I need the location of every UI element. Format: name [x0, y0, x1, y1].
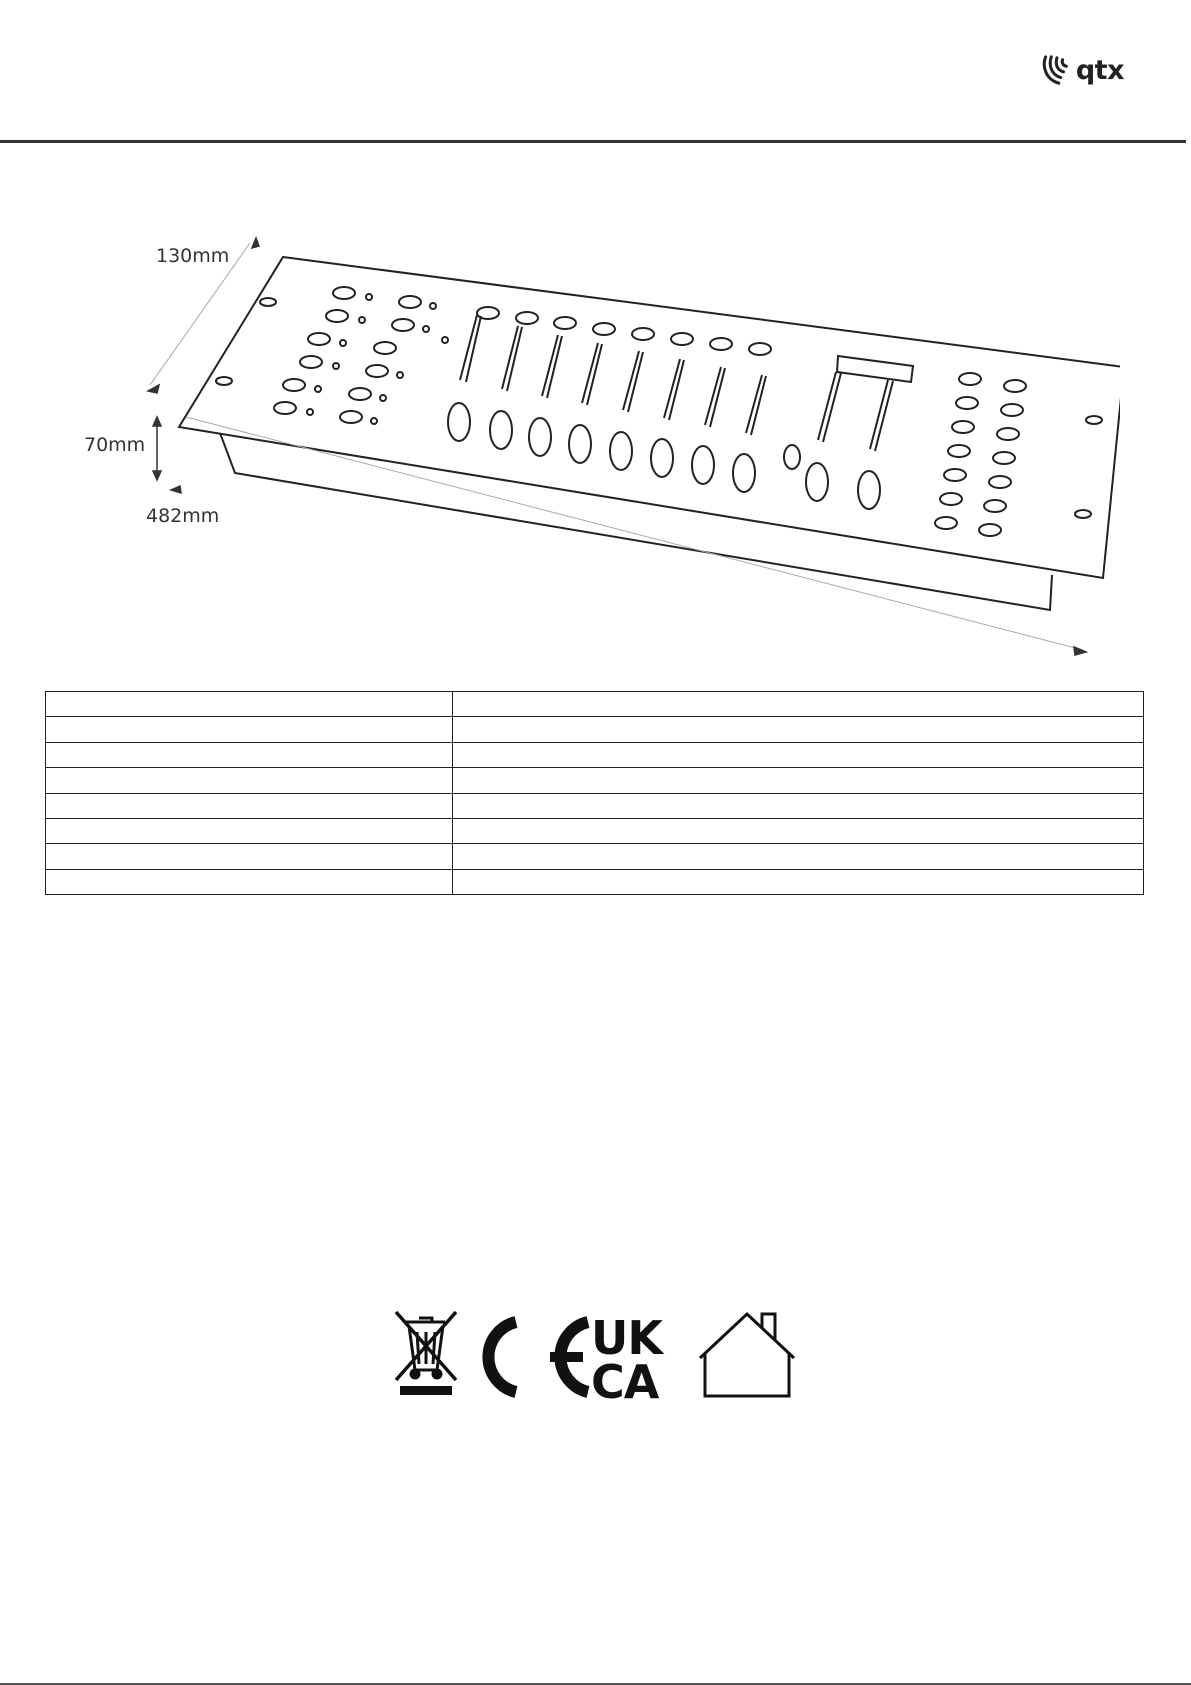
- specification-table: [45, 691, 1144, 895]
- qtx-swirl-logo-icon: [1040, 52, 1074, 88]
- indoor-use-house-icon: [700, 1314, 794, 1396]
- table-row: [46, 844, 1144, 869]
- spec-label-cell: [46, 844, 453, 869]
- brand-name: qtx: [1075, 54, 1124, 86]
- spec-label-cell: [46, 793, 453, 818]
- table-row: [46, 692, 1144, 717]
- header-divider: [0, 140, 1186, 143]
- spec-value-cell: [453, 844, 1144, 869]
- spec-value-cell: [453, 692, 1144, 717]
- spec-value-cell: [453, 768, 1144, 793]
- spec-label-cell: [46, 692, 453, 717]
- table-row: [46, 717, 1144, 742]
- depth-dimension-label: 130mm: [156, 245, 230, 267]
- table-row: [46, 793, 1144, 818]
- weee-bar: [400, 1386, 452, 1395]
- spec-value-cell: [453, 818, 1144, 843]
- table-row: [46, 818, 1144, 843]
- table-row: [46, 742, 1144, 767]
- spec-label-cell: [46, 717, 453, 742]
- height-dimension-label: 70mm: [84, 434, 146, 456]
- table-row: [46, 869, 1144, 894]
- spec-label-cell: [46, 768, 453, 793]
- table-row: [46, 768, 1144, 793]
- spec-label-cell: [46, 742, 453, 767]
- width-dimension-label: 482mm: [146, 505, 220, 527]
- spec-value-cell: [453, 717, 1144, 742]
- spec-label-cell: [46, 818, 453, 843]
- ukca-mark-icon: [591, 1311, 665, 1400]
- brand-logo: [1040, 48, 1124, 92]
- ukca-line-1: UK: [591, 1311, 662, 1365]
- spec-value-cell: [453, 793, 1144, 818]
- dmx-controller-drawing: [60, 215, 1120, 665]
- weee-crossed-bin-icon: [396, 1312, 456, 1380]
- spec-value-cell: [453, 742, 1144, 767]
- compliance-marks: [393, 1310, 803, 1400]
- ce-mark-icon: [488, 1322, 588, 1392]
- ukca-line-2: CA: [591, 1355, 659, 1400]
- spec-value-cell: [453, 869, 1144, 894]
- spec-label-cell: [46, 869, 453, 894]
